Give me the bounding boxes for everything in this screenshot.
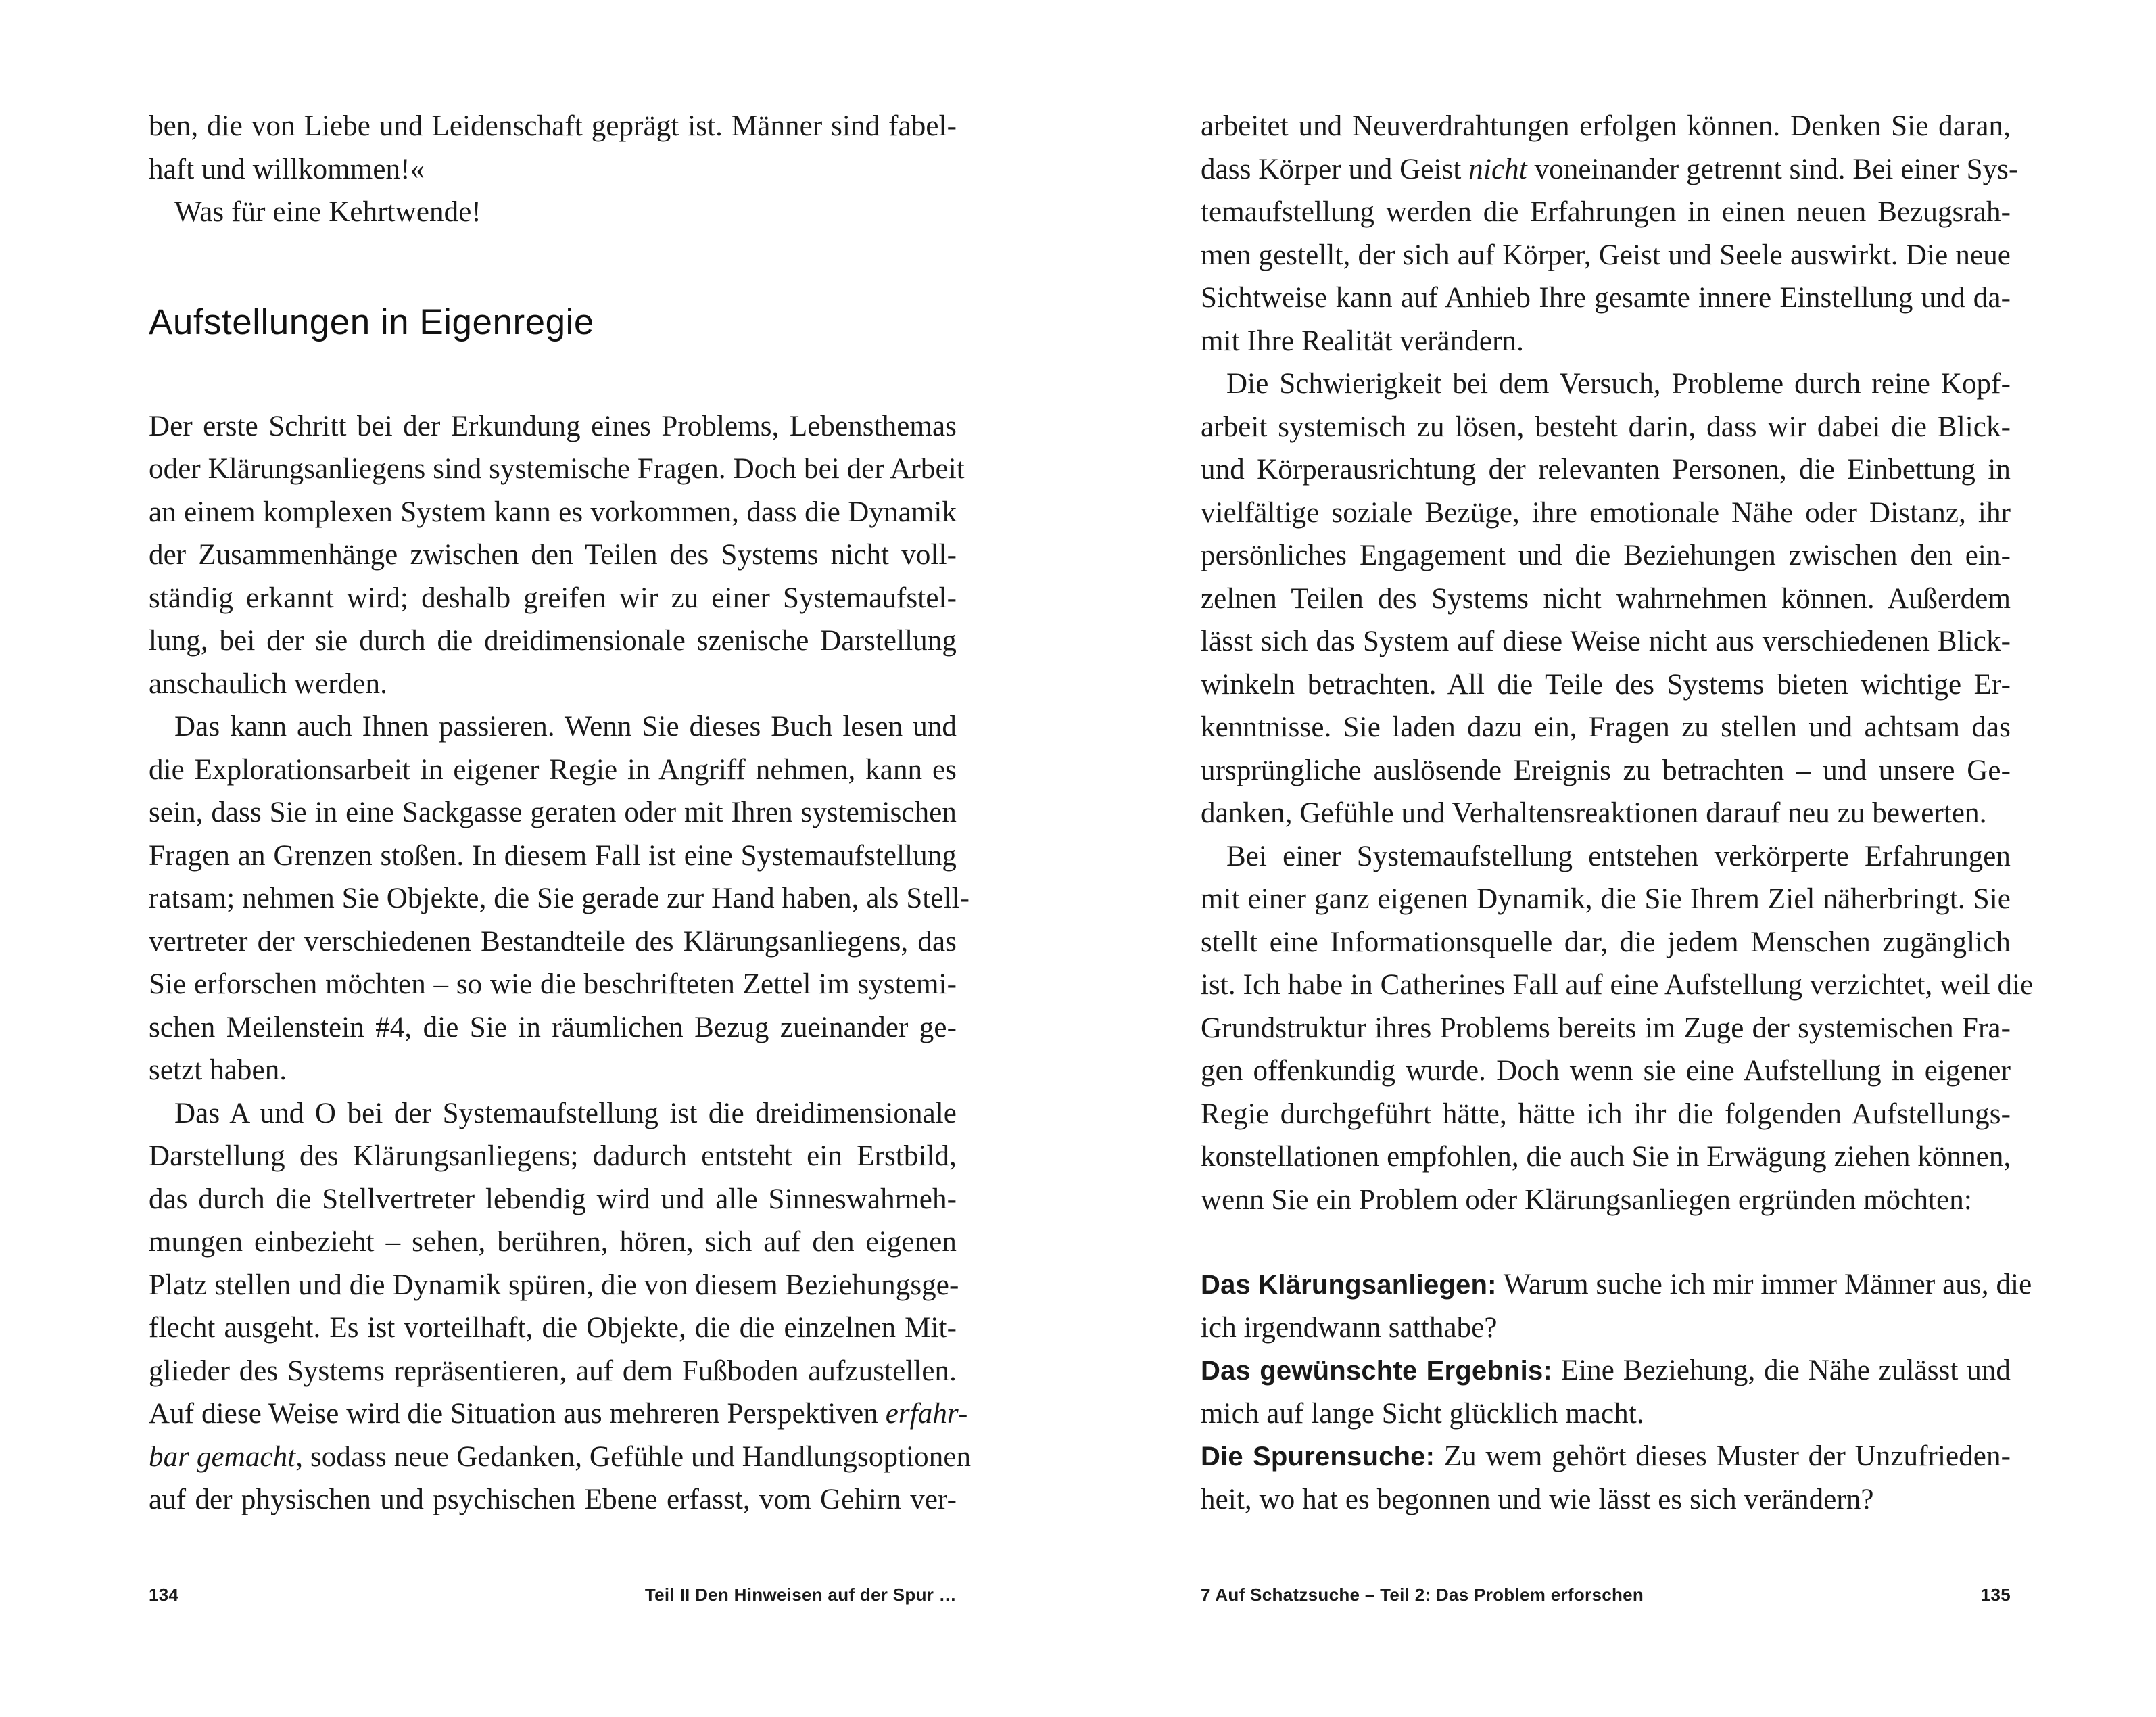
text-run: Warum suche ich mir immer Männer aus, die [1496,1269,2032,1300]
text-line: mungen einbezieht – sehen, berühren, hören, sich auf den eigenen [149,1226,957,1258]
right-page-text [1201,105,2034,1521]
text-line: Platz stellen und die Dynamik spüren, die von diesem Beziehungsge- [149,1269,959,1301]
text-line: kenntnisse. Sie laden dazu ein, Fragen zu stellen und achtsam das [1201,711,2011,743]
case-line [1201,1435,2011,1478]
case-line: mich auf lange Sicht glücklich macht. [1201,1397,1644,1430]
text-line [1201,148,2019,191]
text-line: lung, bei der sie durch die dreidimensionale szenische Darstellung [149,625,957,657]
case-line: heit, wo hat es begonnen und wie lässt es sich verändern? [1201,1483,1874,1515]
text-line: Die Schwierigkeit bei dem Versuch, Probleme durch reine Kopf- [1226,368,2011,400]
text-line: an einem komplexen System kann es vorkommen, dass die Dynamik [149,496,957,528]
text-line: Grundstruktur ihres Problems bereits im Zuge der systemischen Fra- [1201,1012,2011,1044]
text-line: temaufstellung werden die Erfahrungen in einen neuen Bezugsrah- [1201,196,2011,228]
text-run: Eine Beziehung, die Nähe zulässt und [1552,1355,2011,1386]
left-page-text [149,105,972,1522]
text-line: arbeitet und Neuverdrahtungen erfolgen können. Denken Sie daran, [1201,110,2011,142]
case-line [1201,1349,2011,1392]
text-line: Bei einer Systemaufstellung entstehen verkörperte Erfahrungen [1226,840,2011,872]
text-line: oder Klärungsanliegens sind systemische Fragen. Doch bei der Arbeit [149,453,965,485]
text-line: Das kann auch Ihnen passieren. Wenn Sie dieses Buch lesen und [174,711,957,743]
text-line: danken, Gefühle und Verhaltensreaktionen darauf neu zu bewerten. [1201,797,1987,829]
paragraph [149,705,970,1092]
text-line: wenn Sie ein Problem oder Klärungsanliegen ergründen möchten: [1201,1183,1972,1216]
text-line: Regie durchgeführt hätte, hätte ich ihr die folgenden Aufstellungs- [1201,1098,2011,1130]
text-line: winkeln betrachten. All die Teile des Systems bieten wichtige Er- [1201,668,2011,701]
text-line: das durch die Stellvertreter lebendig wird und alle Sinneswahrneh- [149,1183,957,1215]
text-line: schen Meilenstein #4, die Sie in räumlichen Bezug zueinander ge- [149,1011,957,1043]
case-line [1201,1263,2032,1307]
text-run: Auf diese Weise wird die Situation aus mehreren Perspektiven [149,1398,886,1430]
text-line: Das A und O bei der Systemaufstellung ist die dreidimensionale [174,1097,957,1129]
paragraph [149,1092,972,1522]
text-line [149,1436,972,1479]
text-line: Sie erforschen möchten – so wie die beschrifteten Zettel im systemi- [149,968,957,1000]
text-line: stellt eine Informationsquelle dar, die jedem Menschen zugänglich [1201,926,2011,958]
text-line: sein, dass Sie in eine Sackgasse geraten oder mit Ihren systemischen [149,797,957,828]
paragraph [1201,362,2011,835]
case-label-search: Die Spurensuche: [1201,1442,1435,1472]
paragraph [149,405,965,706]
text-line: ist. Ich habe in Catherines Fall auf eine Aufstellung verzichtet, weil die [1201,969,2034,1001]
text-line: gen offenkundig wurde. Doch wenn sie eine Aufstellung in eigener [1201,1055,2011,1087]
text-line: mit Ihre Realität verändern. [1201,325,1524,357]
text-line: anschaulich werden. [149,667,387,700]
emphasis-text: nicht [1468,153,1527,185]
text-line [149,1392,968,1436]
section-heading: Aufstellungen in Eigenregie [149,302,594,342]
text-line: auf der physischen und psychischen Ebene erfasst, vom Gehirn ver- [149,1484,957,1515]
text-line: und Körperausrichtung der relevanten Personen, die Einbettung in [1201,454,2011,486]
text-line: setzt haben. [149,1054,287,1086]
paragraph [1201,835,2034,1222]
text-line: konstellationen empfohlen, die auch Sie in Erwägung ziehen können, [1201,1141,2011,1173]
paragraph [1201,105,2019,362]
text-line: arbeit systemisch zu lösen, besteht darin, dass wir dabei die Blick- [1201,410,2011,443]
case-label-result: Das gewünschte Ergebnis: [1201,1356,1552,1386]
emphasis-text: erfahr- [885,1398,968,1430]
text-line: Darstellung des Klärungsanliegens; dadurch entsteht ein Erstbild, [149,1140,957,1172]
case-block [1201,1263,2032,1521]
text-line: flecht ausgeht. Es ist vorteilhaft, die Objekte, die die einzelnen Mit- [149,1312,957,1344]
text-line: Was für eine Kehrtwende! [174,196,481,228]
text-run: , sodass neue Gedanken, Gefühle und Handlungsoptionen [295,1440,972,1473]
text-line: haft und willkommen!« [149,153,425,185]
text-line: die Explorationsarbeit in eigener Regie in Angriff nehmen, kann es [149,753,957,786]
text-line: ratsam; nehmen Sie Objekte, die Sie gerade zur Hand haben, als Stell- [149,883,970,914]
text-line: der Zusammenhänge zwischen den Teilen des Systems nicht voll- [149,539,957,571]
emphasis-text: bar gemacht [149,1440,296,1473]
right-page [1078,0,2156,1717]
running-footer-title: 7 Auf Schatzsuche – Teil 2: Das Problem erforschen [1201,1584,1644,1605]
page-number: 135 [1980,1584,2011,1605]
text-line: Sichtweise kann auf Anhieb Ihre gesamte innere Einstellung und da- [1201,282,2011,314]
text-run: dass Körper und Geist [1201,153,1469,185]
page-number: 134 [149,1584,179,1605]
running-footer-title: Teil II Den Hinweisen auf der Spur … [644,1584,957,1605]
text-line: mit einer ganz eigenen Dynamik, die Sie Ihrem Ziel näherbringt. Sie [1201,883,2011,915]
case-line: ich irgendwann satthabe? [1201,1311,1498,1344]
text-line: persönliches Engagement und die Beziehungen zwischen den ein- [1201,540,2011,571]
case-label-clarification: Das Klärungsanliegen: [1201,1270,1497,1300]
text-line: zelnen Teilen des Systems nicht wahrnehmen können. Außerdem [1201,582,2011,615]
text-run: Zu wem gehört dieses Muster der Unzufrieden- [1435,1440,2011,1472]
text-line: lässt sich das System auf diese Weise nicht aus verschiedenen Blick- [1201,626,2011,657]
text-line: ständig erkannt wird; deshalb greifen wir zu einer Systemaufstel- [149,582,957,614]
text-line: Fragen an Grenzen stoßen. In diesem Fall ist eine Systemaufstellung [149,839,957,872]
text-line: glieder des Systems repräsentieren, auf dem Fußboden aufzustellen. [149,1355,957,1387]
text-line: vertreter der verschiedenen Bestandteile des Klärungsanliegens, das [149,925,957,958]
text-run: voneinander getrennt sind. Bei einer Sys- [1527,153,2019,185]
text-line: vielfältige soziale Bezüge, ihre emotionale Nähe oder Distanz, ihr [1201,496,2011,529]
text-line: ben, die von Liebe und Leidenschaft geprägt ist. Männer sind fabel- [149,110,957,142]
text-line: ursprüngliche auslösende Ereignis zu betrachten – und unsere Ge- [1201,754,2011,786]
text-line: Der erste Schritt bei der Erkundung eines Problems, Lebensthemas [149,410,957,442]
text-line: men gestellt, der sich auf Körper, Geist und Seele auswirkt. Die neue [1201,239,2011,271]
